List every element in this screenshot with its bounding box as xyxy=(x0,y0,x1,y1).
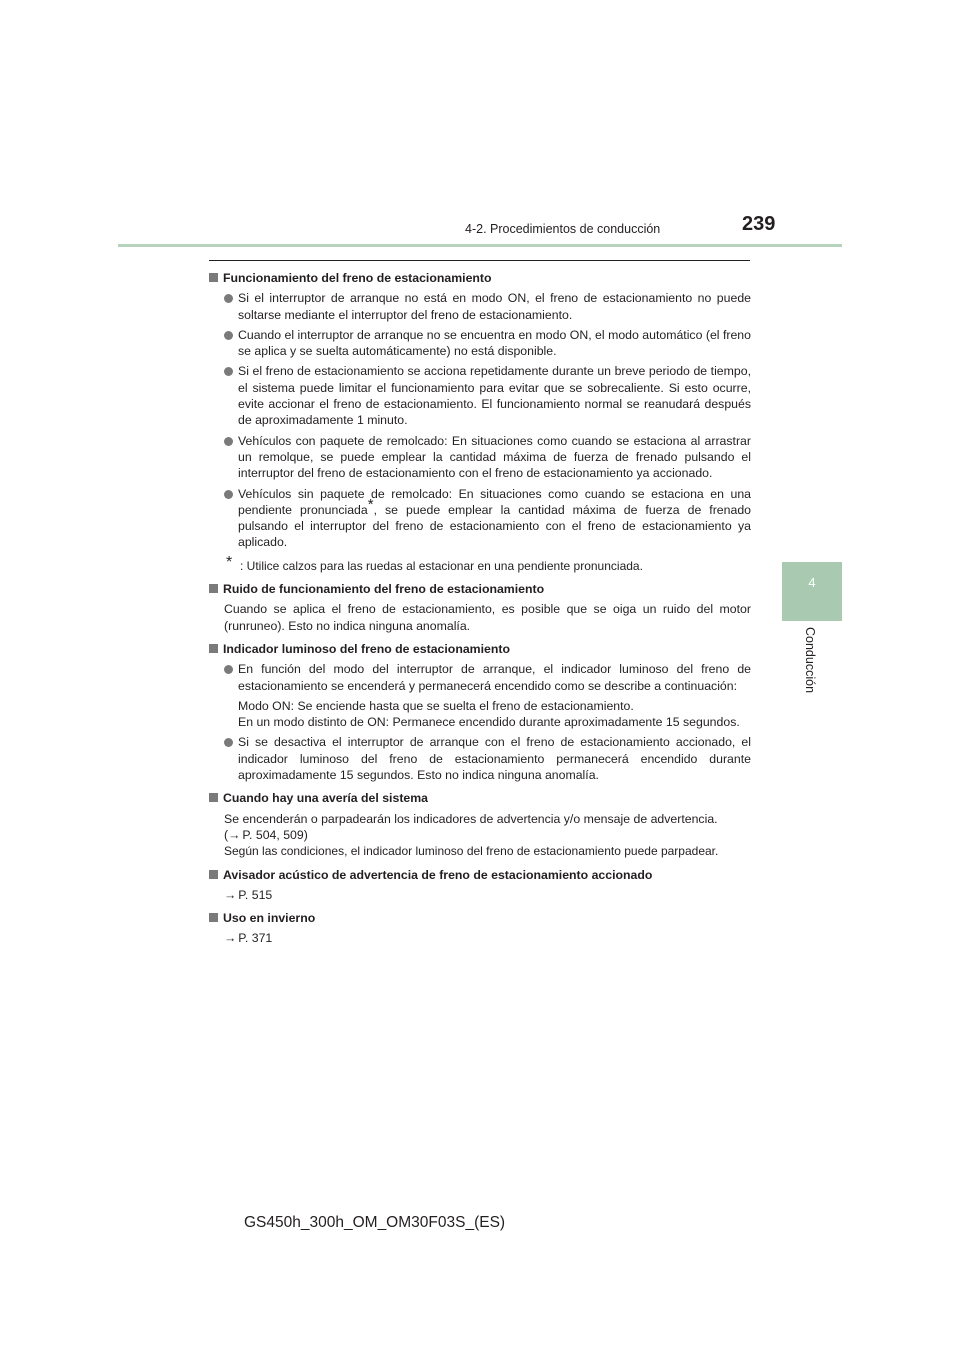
document-code: GS450h_300h_OM_OM30F03S_(ES) xyxy=(244,1214,506,1231)
section-heading: Funcionamiento del freno de estacionamiento xyxy=(208,270,751,286)
section-heading: Uso en invierno xyxy=(208,910,751,926)
footnote-marker: * xyxy=(367,495,374,513)
square-bullet-icon xyxy=(209,584,218,593)
round-bullet-icon xyxy=(224,331,233,340)
page-reference[interactable]: P. 371 xyxy=(238,931,273,946)
page-content xyxy=(208,266,751,947)
content-rule xyxy=(209,260,750,261)
square-bullet-icon xyxy=(209,793,218,802)
section-heading: Cuando hay una avería del sistema xyxy=(208,790,751,806)
list-item: Vehículos sin paquete de remolcado: En situaciones como cuando se estaciona en una pendiente pronunciada*, se puede emplear la cantidad máxima de fuerza de frenado pulsando el interruptor del freno de estacionamiento con el freno de estacionamiento ya aplicado. xyxy=(208,486,751,551)
footnote: * : Utilice calzos para las ruedas al estacionar en una pendiente pronunciada. xyxy=(226,553,643,573)
round-bullet-icon xyxy=(224,367,233,376)
list-item: Cuando el interruptor de arranque no se encuentra en modo ON, el modo automático (el freno se aplica y se suelta automáticamente) no está disponible. xyxy=(208,327,751,360)
arrow-right-icon: → xyxy=(224,931,237,946)
reference-line xyxy=(208,930,751,946)
round-bullet-icon xyxy=(224,490,233,499)
page-number: 239 xyxy=(742,213,776,235)
page-reference[interactable]: P. 515 xyxy=(238,887,273,902)
reference-line xyxy=(208,887,751,903)
list-item: Si el freno de estacionamiento se acciona repetidamente durante un breve periodo de tiempo, el sistema puede limitar el funcionamiento para evitar que se sobrecaliente. Si esto ocurre, evite accionar el freno de estacionamiento. El funcionamiento normal se reanudará después de aproximadamente 1 minuto. xyxy=(208,363,751,428)
list-item: Vehículos con paquete de remolcado: En situaciones como cuando se estaciona al arrastrar un remolque, se puede emplear la cantidad máxima de fuerza de frenado pulsando el interruptor del freno de estacionamiento con el freno de estacionamiento ya accionado. xyxy=(208,433,751,482)
section-heading: Ruido de funcionamiento del freno de estacionamiento xyxy=(208,581,751,597)
square-bullet-icon xyxy=(209,913,218,922)
list-item: Si se desactiva el interruptor de arranque con el freno de estacionamiento accionado, el indicador luminoso del freno de estacionamiento permanecerá encendido durante aproximadamente 15 segundos. Esto no indica ninguna anomalía. xyxy=(208,734,751,783)
round-bullet-icon xyxy=(224,437,233,446)
list-item: En función del modo del interruptor de arranque, el indicador luminoso del freno de estacionamiento se encenderá y permanecerá encendido como se describe a continuación: xyxy=(208,661,751,694)
chapter-label: Conducción xyxy=(803,627,817,694)
section-heading: Indicador luminoso del freno de estacionamiento xyxy=(208,641,751,657)
square-bullet-icon xyxy=(209,273,218,282)
square-bullet-icon xyxy=(209,644,218,653)
chapter-tab xyxy=(782,562,842,621)
chapter-label-wrap xyxy=(803,627,823,707)
paragraph: Cuando se aplica el freno de estacionamiento, es posible que se oiga un ruido del motor (runruneo). Esto no indica ninguna anomalía. xyxy=(224,602,751,633)
square-bullet-icon xyxy=(209,870,218,879)
arrow-right-icon: → xyxy=(224,887,237,902)
list-item: Si el interruptor de arranque no está en modo ON, el freno de estacionamiento no puede soltarse mediante el interruptor del freno de estacionamiento. xyxy=(208,290,751,323)
paragraph: Se encenderán o parpadearán los indicadores de advertencia y/o mensaje de advertencia. (→ P. 504, 509) Según las condiciones, el indicador luminoso del freno de estacionamiento puede parpadear. xyxy=(224,811,719,859)
header-rule xyxy=(118,244,842,247)
paragraph: Modo ON: Se enciende hasta que se suelta el freno de estacionamiento. En un modo distinto de ON: Permanece encendido durante aproximadamente 15 segundos. xyxy=(238,698,740,730)
section-title: 4-2. Procedimientos de conducción xyxy=(465,222,661,236)
chapter-number: 4 xyxy=(808,575,816,590)
page-reference[interactable]: P. 504, 509) xyxy=(242,827,308,842)
round-bullet-icon xyxy=(224,294,233,303)
asterisk-icon: * xyxy=(226,553,233,571)
arrow-right-icon: → xyxy=(228,827,241,842)
round-bullet-icon xyxy=(224,738,233,747)
round-bullet-icon xyxy=(224,665,233,674)
section-heading: Avisador acústico de advertencia de freno de estacionamiento accionado xyxy=(208,867,751,883)
